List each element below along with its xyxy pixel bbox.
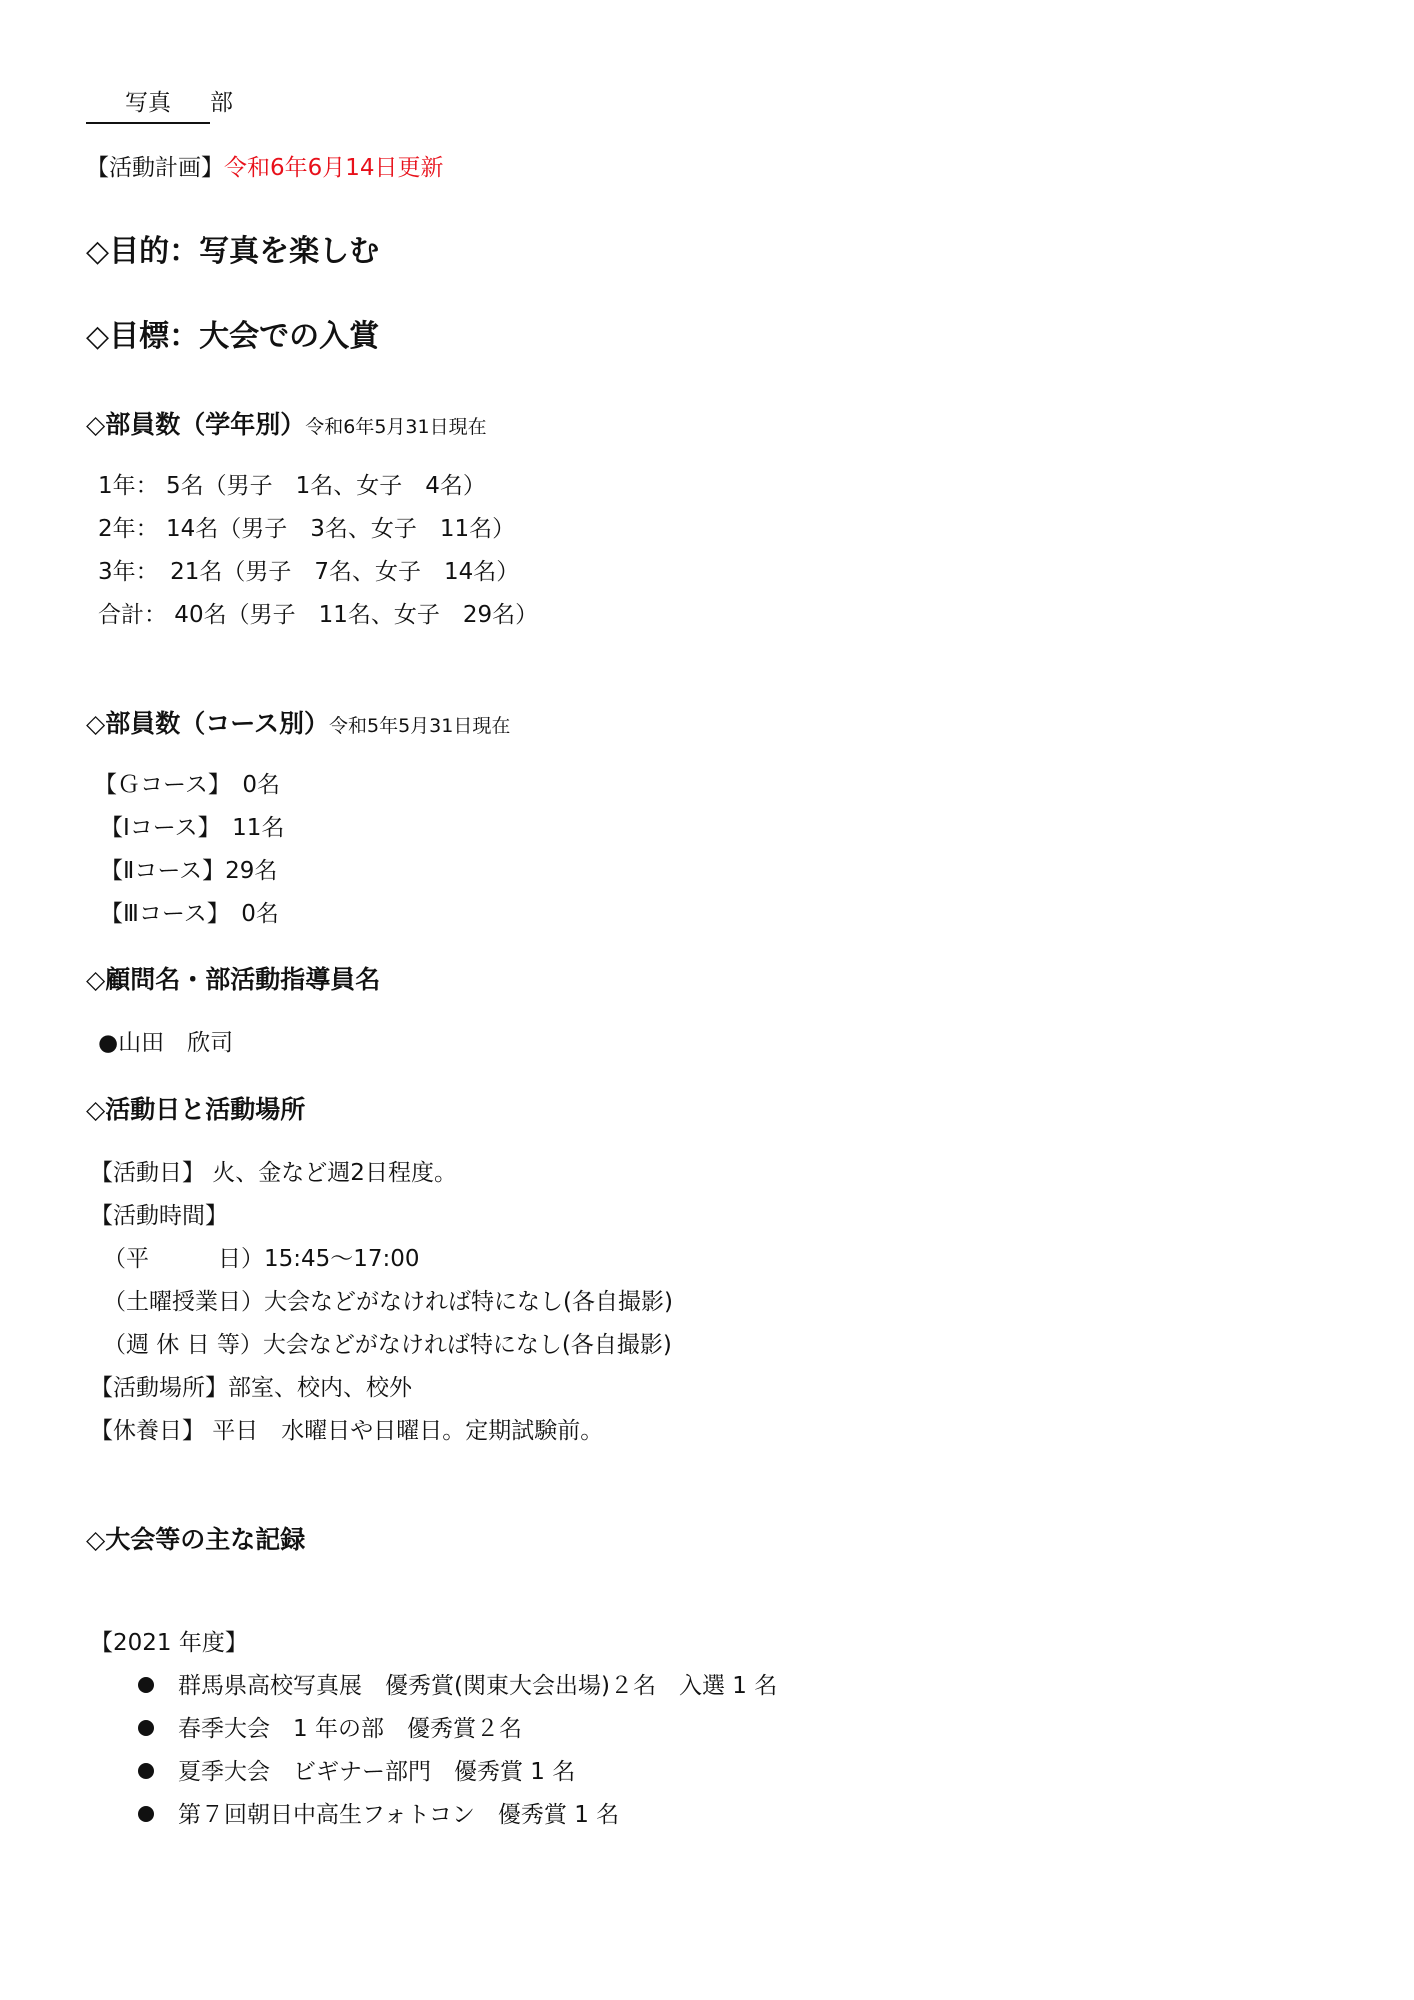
- bullet-icon: [138, 1806, 154, 1822]
- plan-label: 【活動計画】: [86, 155, 224, 181]
- plan-header: [86, 155, 444, 181]
- club-suffix: 部: [210, 90, 233, 116]
- records-heading: ◇大会等の主な記録: [86, 1525, 306, 1554]
- list-item: 第７回朝日中高生フォトコン 優秀賞 1 名: [138, 1802, 619, 1828]
- advisor-name: ●山田 欣司: [98, 1030, 234, 1056]
- members-course-heading: ◇部員数（コース別）令和5年5月31日現在: [86, 709, 511, 738]
- bullet-icon: [138, 1677, 154, 1693]
- activity-row: 【活動時間】: [90, 1203, 228, 1229]
- grade-row: 3年： 21名（男子 7名、女子 14名）: [98, 559, 520, 585]
- bullet-icon: [138, 1763, 154, 1779]
- course-row: 【Ⅲコース】 0名: [100, 901, 279, 927]
- course-row: 【Ⅱコース】29名: [100, 858, 278, 884]
- list-item: 群馬県高校写真展 優秀賞(関東大会出場)２名 入選 1 名: [138, 1673, 777, 1699]
- activity-row: （土曜授業日）大会などがなければ特になし(各自撮影): [103, 1289, 673, 1315]
- list-item: 夏季大会 ビギナー部門 優秀賞 1 名: [138, 1759, 575, 1785]
- activity-row: （平 日）15:45～17:00: [103, 1246, 420, 1272]
- activity-heading: ◇活動日と活動場所: [86, 1095, 306, 1124]
- course-row: 【Ｇコース】 0名: [94, 772, 280, 798]
- grade-row: 合計： 40名（男子 11名、女子 29名）: [98, 602, 539, 628]
- updated-date: 令和6年6月14日更新: [224, 155, 444, 181]
- club-name-underlined: 写真: [86, 90, 210, 124]
- goal-heading: ◇目標：大会での入賞: [86, 319, 380, 354]
- club-name: [86, 90, 233, 124]
- members-grade-asof: 令和6年5月31日現在: [305, 416, 487, 438]
- activity-row: 【活動日】 火、金など週2日程度。: [90, 1160, 457, 1186]
- grade-row: 1年： 5名（男子 1名、女子 4名）: [98, 473, 486, 499]
- members-grade-heading: ◇部員数（学年別）令和6年5月31日現在: [86, 410, 487, 439]
- records-year: 【2021 年度】: [90, 1630, 248, 1656]
- members-course-asof: 令和5年5月31日現在: [328, 715, 511, 737]
- advisor-heading: ◇顧問名・部活動指導員名: [86, 965, 381, 994]
- bullet-icon: [138, 1720, 154, 1736]
- course-row: 【Ⅰコース】 11名: [100, 815, 285, 841]
- activity-row: 【活動場所】部室、校内、校外: [90, 1375, 412, 1401]
- list-item: 春季大会 1 年の部 優秀賞２名: [138, 1716, 522, 1742]
- purpose-heading: ◇目的：写真を楽しむ: [86, 234, 380, 269]
- grade-row: 2年： 14名（男子 3名、女子 11名）: [98, 516, 516, 542]
- activity-row: （週 休 日 等）大会などがなければ特になし(各自撮影): [103, 1332, 672, 1358]
- activity-row: 【休養日】 平日 水曜日や日曜日。定期試験前。: [90, 1418, 604, 1444]
